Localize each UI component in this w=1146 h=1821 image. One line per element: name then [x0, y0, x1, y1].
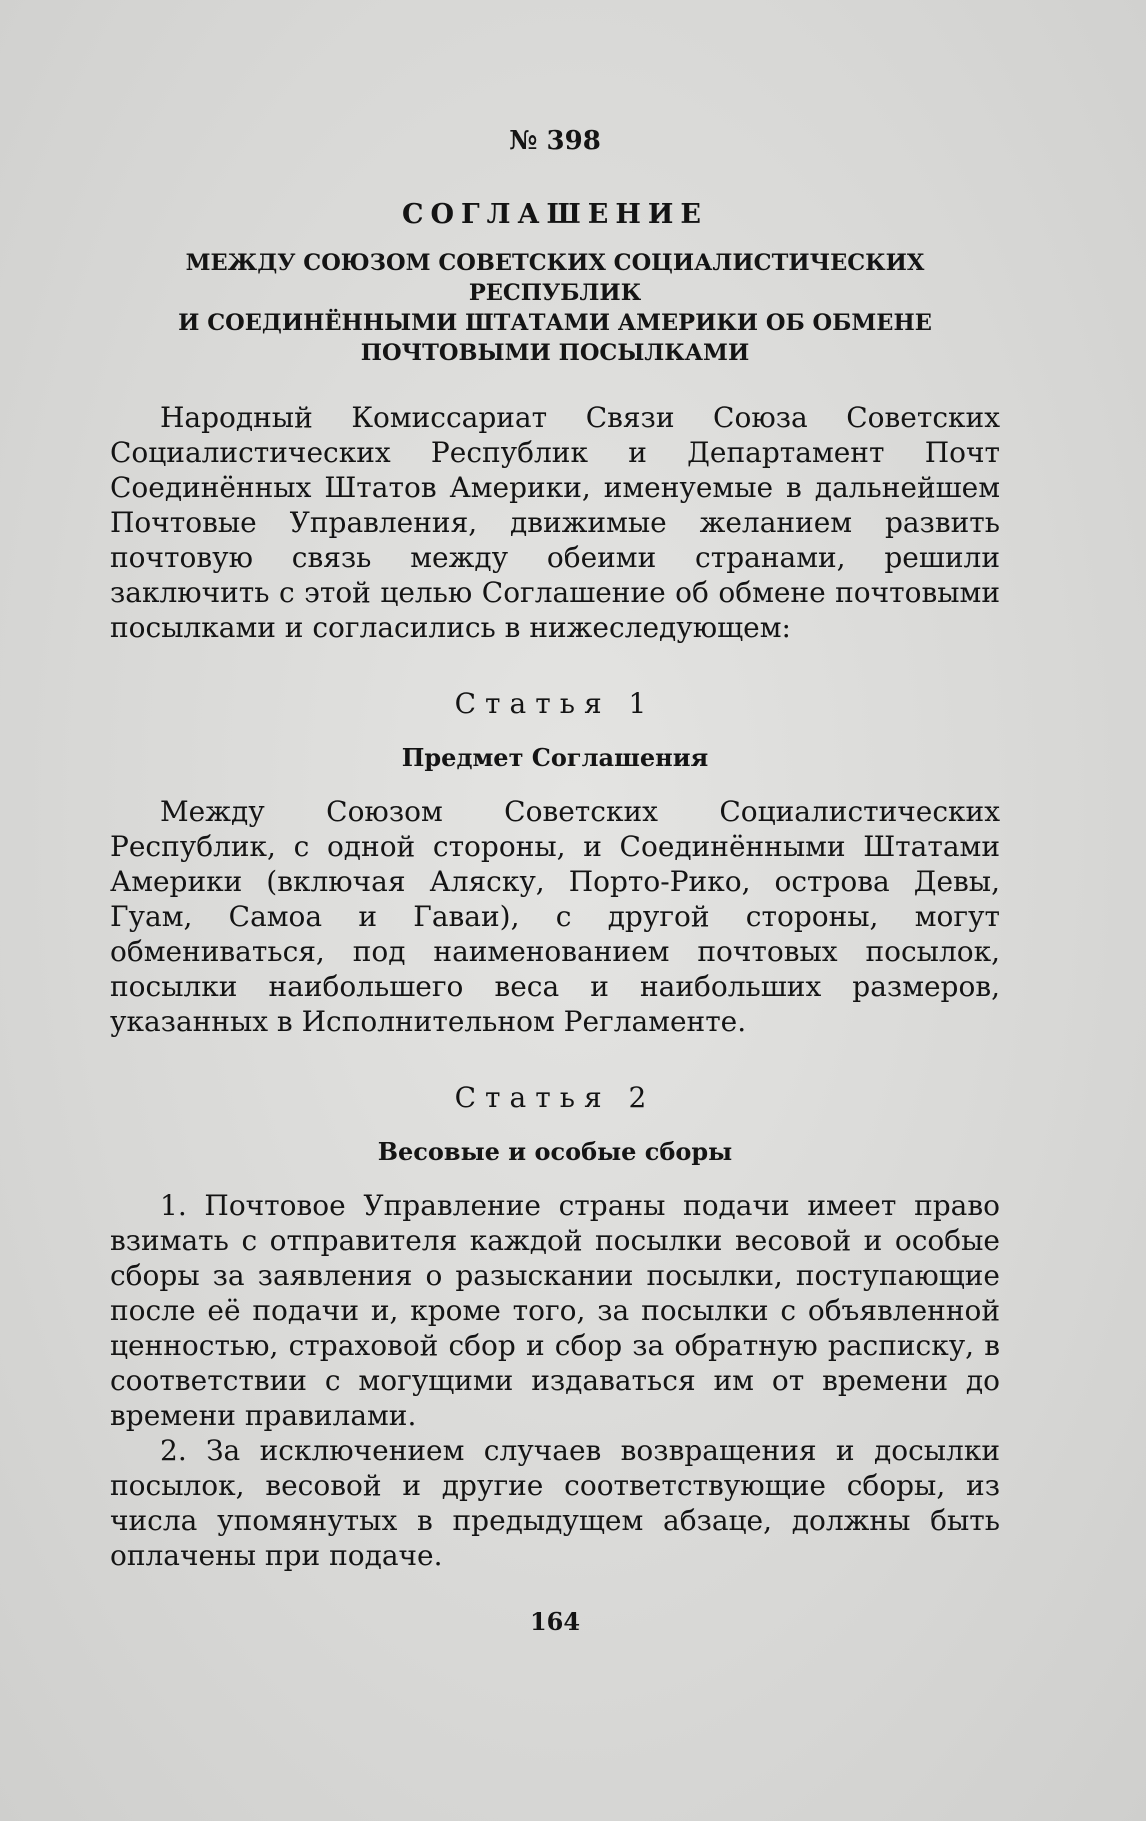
article-2 [110, 1081, 1000, 1573]
document-title-line: И СОЕДИНЁННЫМИ ШТАТАМИ АМЕРИКИ ОБ ОБМЕНЕ [178, 310, 932, 336]
document-title-line: РЕСПУБЛИК [468, 280, 642, 306]
article-paragraph: 2. За исключением случаев возвращения и досылки посылок, весовой и другие соответствующие сборы, из числа упомянутых в предыдущем абзаце, должны быть оплачены при подаче. [110, 1434, 1000, 1572]
article-subtitle: Предмет Соглашения [401, 743, 709, 772]
page-number: 164 [529, 1607, 581, 1636]
article-1 [110, 687, 1000, 1039]
document-type-heading: СОГЛАШЕНИЕ [402, 199, 708, 230]
document-title-line: МЕЖДУ СОЮЗОМ СОВЕТСКИХ СОЦИАЛИСТИЧЕСКИХ [185, 250, 925, 276]
article-heading: Статья 2 [454, 1081, 656, 1114]
document-title [110, 248, 1000, 368]
article-subtitle: Весовые и особые сборы [377, 1137, 733, 1166]
document-number: № 398 [509, 126, 601, 156]
article-paragraph: Между Союзом Советских Социалистических Республик, с одной стороны, и Соединёнными Штатами Америки (включая Аляску, Порто-Рико, острова Девы, Гуам, Самоа и Гаваи), с другой стороны, могут обмениваться, под наименованием почтовых посылок, посылки наибольшего веса и наибольших размеров, указанных в Исполнительном Регламенте. [110, 795, 1000, 1038]
preamble-paragraph: Народный Комиссариат Связи Союза Советских Социалистических Республик и Департамент Почт Соединённых Штатов Америки, именуемые в дальнейшем Почтовые Управления, движимые желанием развить почтовую связь между обеими странами, решили заключить с этой целью Соглашение об обмене почтовыми посылками и согласились в нижеследующем: [110, 401, 1000, 644]
page-content [110, 126, 1000, 1636]
article-paragraph: 1. Почтовое Управление страны подачи имеет право взимать с отправителя каждой посылки весовой и особые сборы за заявления о разыскании посылки, поступающие после её подачи и, кроме того, за посылки с объявленной ценностью, страховой сбор и сбор за обратную расписку, в соответствии с могущими издаваться им от времени до времени правилами. [110, 1189, 1000, 1432]
article-heading: Статья 1 [454, 687, 656, 720]
document-title-line: ПОЧТОВЫМИ ПОСЫЛКАМИ [360, 340, 750, 366]
